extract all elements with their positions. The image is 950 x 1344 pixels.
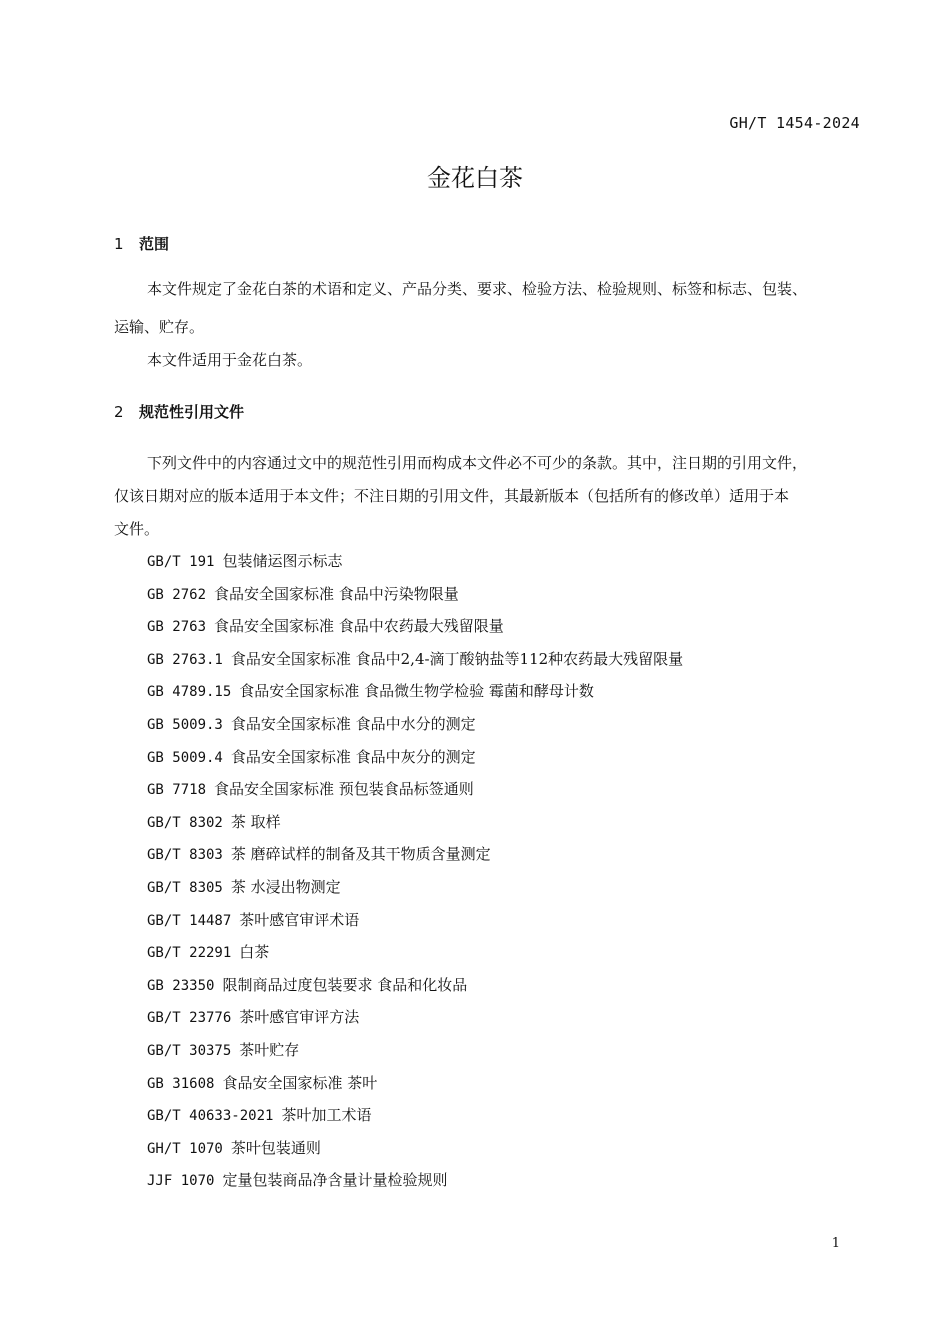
section-2-number: 2 <box>114 403 124 421</box>
reference-title: 定量包装商品净含量计量检验规则 <box>222 1171 448 1190</box>
section-2-para-line3: 文件。 <box>114 520 160 538</box>
reference-title: 限制商品过度包装要求 食品和化妆品 <box>222 975 468 994</box>
reference-item <box>147 648 683 669</box>
reference-code: GB/T 8303 <box>147 847 223 864</box>
reference-item <box>147 811 281 832</box>
reference-title: 茶叶感官审评方法 <box>239 1008 360 1027</box>
reference-code: GB/T 8305 <box>147 880 223 896</box>
reference-code: GB/T 191 <box>147 554 215 570</box>
reference-code: GB/T 40633-2021 <box>147 1108 274 1125</box>
reference-code: GB 4789.15 <box>147 684 232 701</box>
reference-item <box>147 615 504 636</box>
section-1-para1-line1: 本文件规定了金花白茶的术语和定义、产品分类、要求、检验方法、检验规则、标签和标志、包装、 <box>147 280 808 298</box>
reference-item <box>147 583 459 604</box>
reference-code: GB/T 8302 <box>147 814 223 831</box>
reference-title: 食品安全国家标准 预包装食品标签通则 <box>214 780 474 799</box>
reference-title: 食品安全国家标准 食品微生物学检验 霉菌和酵母计数 <box>239 682 594 701</box>
page-number: 1 <box>831 1236 840 1251</box>
reference-code: GB 5009.3 <box>147 717 223 733</box>
reference-title: 包装储运图示标志 <box>222 552 343 570</box>
reference-title: 食品安全国家标准 食品中灰分的测定 <box>230 747 476 766</box>
section-1-title: 范围 <box>139 235 170 253</box>
reference-code: GB 7718 <box>147 782 207 799</box>
reference-code: GB 31608 <box>147 1075 215 1092</box>
reference-item <box>147 778 474 799</box>
section-2-title: 规范性引用文件 <box>139 403 245 421</box>
section-2-heading <box>114 401 244 422</box>
reference-item <box>147 974 467 995</box>
reference-title: 茶叶感官审评术语 <box>239 910 360 929</box>
reference-item <box>147 1039 299 1060</box>
reference-title: 茶 水浸出物测定 <box>230 878 341 896</box>
reference-title: 食品安全国家标准 食品中水分的测定 <box>230 715 476 733</box>
reference-code: GB/T 22291 <box>147 945 232 962</box>
reference-code: GB/T 14487 <box>147 912 232 929</box>
section-2-para-line1: 下列文件中的内容通过文中的规范性引用而构成本文件必不可少的条款。其中，注日期的引用文件， <box>147 454 808 472</box>
section-1-number: 1 <box>114 235 124 253</box>
reference-item <box>147 1104 371 1125</box>
reference-code: GB 2763.1 <box>147 651 223 668</box>
section-1-para2: 本文件适用于金花白茶。 <box>147 351 313 369</box>
document-code: GH/T 1454-2024 <box>729 114 860 132</box>
section-1-heading <box>114 233 169 254</box>
section-1-para1-line2: 运输、贮存。 <box>114 318 205 336</box>
reference-code: GB 23350 <box>147 977 215 994</box>
reference-item <box>147 1072 377 1093</box>
reference-title: 食品安全国家标准 食品中污染物限量 <box>214 584 459 603</box>
reference-code: GB/T 30375 <box>147 1043 232 1059</box>
reference-item <box>147 1169 447 1190</box>
reference-title: 茶 磨碎试样的制备及其干物质含量测定 <box>230 845 491 864</box>
reference-item <box>147 680 594 701</box>
reference-title: 食品安全国家标准 食品中农药最大残留限量 <box>214 617 504 636</box>
reference-item <box>147 713 476 734</box>
document-title: 金花白茶 <box>427 164 523 192</box>
reference-code: JJF 1070 <box>147 1173 215 1190</box>
reference-title: 茶 取样 <box>230 812 281 831</box>
reference-title: 茶叶加工术语 <box>281 1106 372 1125</box>
reference-code: GB 2762 <box>147 586 207 603</box>
reference-item <box>147 909 359 930</box>
reference-code: GB 5009.4 <box>147 749 223 766</box>
reference-code: GH/T 1070 <box>147 1140 223 1157</box>
reference-item <box>147 1006 359 1027</box>
reference-item <box>147 1137 321 1158</box>
reference-title: 食品安全国家标准 食品中2,4-滴丁酸钠盐等112种农药最大残留限量 <box>230 649 684 668</box>
reference-title: 白茶 <box>239 943 270 962</box>
reference-code: GB/T 23776 <box>147 1010 232 1027</box>
reference-item <box>147 550 342 571</box>
reference-item <box>147 876 341 897</box>
reference-code: GB 2763 <box>147 619 207 636</box>
reference-title: 茶叶包装通则 <box>230 1138 321 1157</box>
reference-title: 茶叶贮存 <box>239 1041 300 1059</box>
reference-item <box>147 746 476 767</box>
reference-item <box>147 843 491 864</box>
reference-item <box>147 941 269 962</box>
reference-title: 食品安全国家标准 茶叶 <box>222 1073 378 1092</box>
section-2-para-line2: 仅该日期对应的版本适用于本文件；不注日期的引用文件，其最新版本（包括所有的修改单）适用于本 <box>114 487 790 505</box>
